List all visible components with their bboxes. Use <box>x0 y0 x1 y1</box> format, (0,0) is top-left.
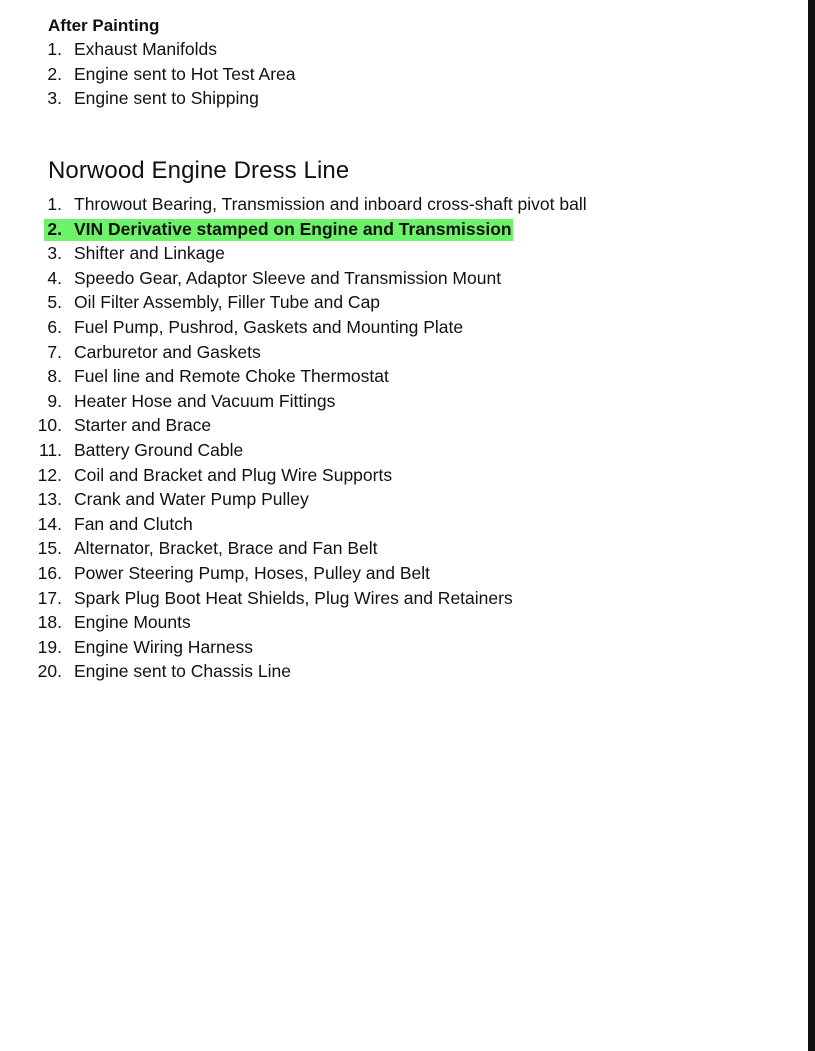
item-number: 12. <box>37 464 62 485</box>
item-number: 14. <box>37 513 62 534</box>
dress-line-heading: Norwood Engine Dress Line <box>48 157 350 184</box>
item-text: Engine sent to Chassis Line <box>74 661 291 682</box>
item-number: 13. <box>37 489 62 510</box>
item-text: Heater Hose and Vacuum Fittings <box>74 390 336 411</box>
item-number: 1. <box>47 194 62 214</box>
item-text: Engine Mounts <box>74 612 191 633</box>
after-painting-heading: After Painting <box>48 16 160 35</box>
item-number: 19. <box>37 636 62 657</box>
item-number: 3. <box>47 88 62 109</box>
item-text: Spark Plug Boot Heat Shields, Plug Wires and Retainers <box>74 587 513 608</box>
item-number: 3. <box>47 243 62 264</box>
item-number: 8. <box>47 366 62 387</box>
item-text: Speedo Gear, Adaptor Sleeve and Transmission Mount <box>74 267 502 288</box>
item-number: 4. <box>47 267 62 288</box>
page-edge-divider <box>808 0 815 1051</box>
item-text: Crank and Water Pump Pulley <box>74 489 309 510</box>
item-number: 18. <box>37 612 62 633</box>
item-text: Engine sent to Shipping <box>74 88 259 109</box>
item-number: 6. <box>47 316 62 337</box>
item-number: 2. <box>47 218 62 239</box>
item-number: 11. <box>38 439 62 460</box>
item-text: Alternator, Bracket, Brace and Fan Belt <box>74 538 378 559</box>
item-text: Coil and Bracket and Plug Wire Supports <box>74 464 393 485</box>
item-number: 20. <box>37 661 62 682</box>
item-text: Starter and Brace <box>74 415 212 436</box>
item-text: Throwout Bearing, Transmission and inboard cross-shaft pivot ball <box>74 194 587 214</box>
item-number: 2. <box>47 63 62 84</box>
item-number: 9. <box>47 390 62 411</box>
item-text: Carburetor and Gaskets <box>74 341 261 362</box>
item-text: Exhaust Manifolds <box>74 39 217 59</box>
item-text: Engine Wiring Harness <box>74 636 253 657</box>
item-text: Shifter and Linkage <box>74 243 225 264</box>
item-text: Fuel line and Remote Choke Thermostat <box>74 366 389 387</box>
item-number: 15. <box>37 538 62 559</box>
item-text: Fuel Pump, Pushrod, Gaskets and Mounting Plate <box>74 316 464 337</box>
item-text: Oil Filter Assembly, Filler Tube and Cap <box>74 292 381 313</box>
item-number: 16. <box>37 562 62 583</box>
item-text: VIN Derivative stamped on Engine and Transmission <box>74 218 512 239</box>
item-text: Battery Ground Cable <box>74 439 244 460</box>
item-number: 17. <box>37 587 62 608</box>
item-number: 10. <box>37 415 62 436</box>
item-number: 7. <box>47 341 62 362</box>
item-text: Engine sent to Hot Test Area <box>74 63 296 84</box>
item-number: 1. <box>47 39 62 59</box>
item-number: 5. <box>47 292 62 313</box>
item-text: Fan and Clutch <box>74 513 193 534</box>
item-text: Power Steering Pump, Hoses, Pulley and Belt <box>74 562 431 583</box>
